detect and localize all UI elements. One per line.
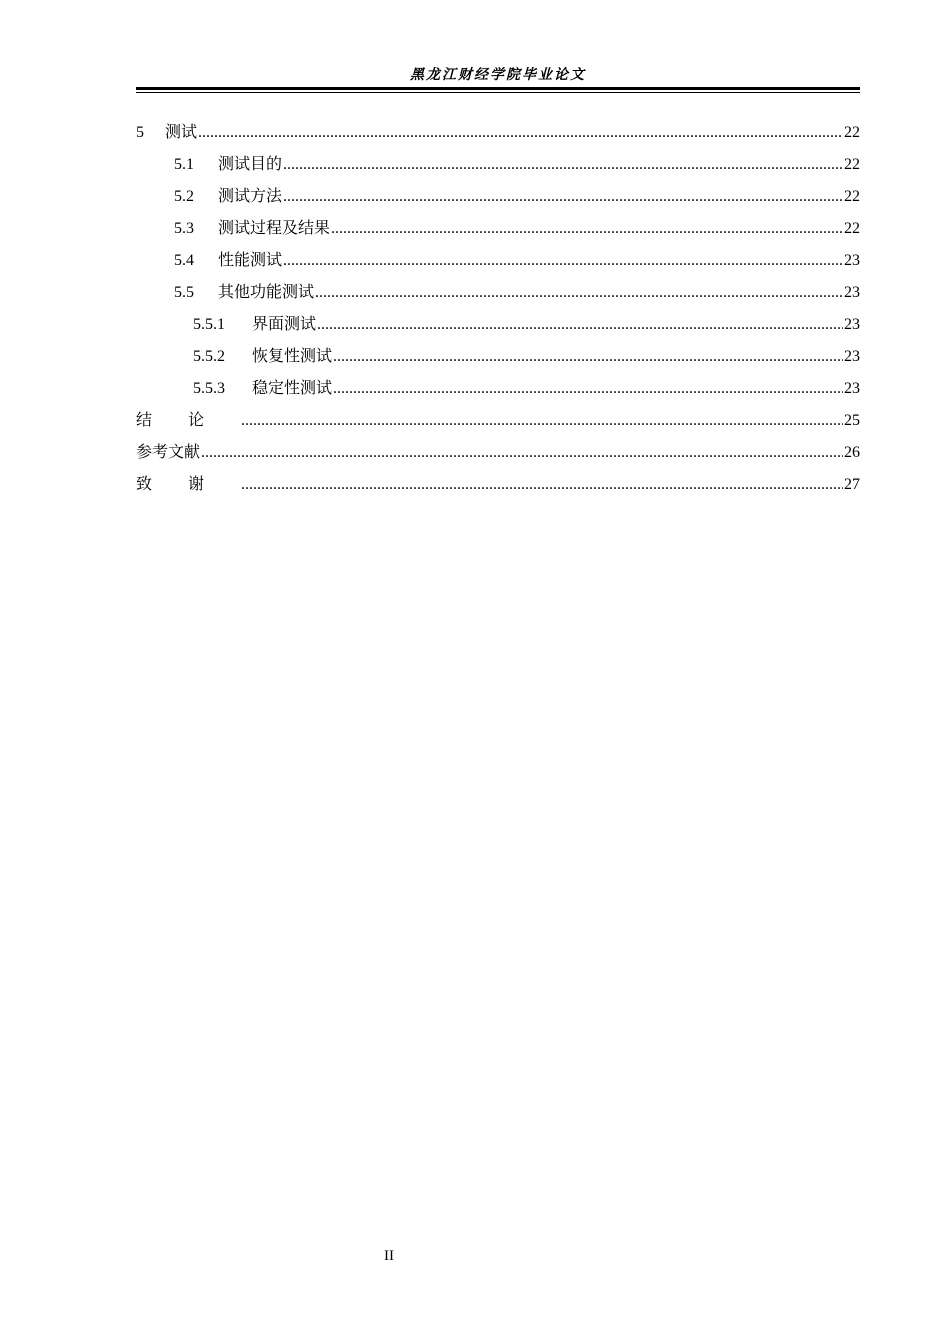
- toc-entry-number: 5.5.2: [193, 348, 225, 365]
- toc-entry-title: 测试方法: [218, 186, 283, 205]
- toc-entry-page: 23: [844, 380, 860, 397]
- toc-entry-5-5-3[interactable]: [136, 372, 860, 404]
- toc-entry-references[interactable]: [136, 436, 860, 468]
- toc-dot-leader: [283, 181, 843, 213]
- toc-dot-leader: [198, 117, 843, 149]
- toc-entry-title: 界面测试: [252, 314, 317, 333]
- toc-entry-title: 致谢: [136, 474, 241, 493]
- toc-entry-5-4[interactable]: [136, 244, 860, 276]
- page-header-title: 黑龙江财经学院毕业论文: [410, 67, 586, 83]
- toc-entry-page: 25: [844, 412, 860, 429]
- toc-entry-page: 22: [844, 124, 860, 141]
- toc-entry-title: 测试过程及结果: [218, 218, 331, 237]
- toc-entry-acknowledgements[interactable]: [136, 468, 860, 500]
- toc-entry-title: 恢复性测试: [252, 346, 333, 365]
- toc-entry-5-1[interactable]: [136, 148, 860, 180]
- toc-entry-number: 5.3: [174, 220, 194, 237]
- toc-entry-page: 22: [844, 220, 860, 237]
- toc-entry-5-5-2[interactable]: [136, 340, 860, 372]
- toc-entry-title: 测试: [165, 122, 198, 141]
- toc-entry-title: 参考文献: [136, 442, 201, 461]
- toc-dot-leader: [241, 469, 843, 501]
- toc-entry-page: 22: [844, 188, 860, 205]
- toc-entry-title: 性能测试: [218, 250, 283, 269]
- toc-entry-conclusion[interactable]: [136, 404, 860, 436]
- toc-entry-5-3[interactable]: [136, 212, 860, 244]
- toc-entry-title: 其他功能测试: [218, 282, 315, 301]
- toc-entry-5-5-1[interactable]: [136, 308, 860, 340]
- toc-entry-5-5[interactable]: [136, 276, 860, 308]
- toc-entry-number: 5.5.3: [193, 380, 225, 397]
- toc-entry-page: 23: [844, 348, 860, 365]
- toc-dot-leader: [201, 437, 843, 469]
- page-number: II: [384, 1248, 394, 1264]
- table-of-contents: [136, 116, 860, 500]
- toc-entry-number: 5.5.1: [193, 316, 225, 333]
- toc-entry-number: 5.5: [174, 284, 194, 301]
- toc-dot-leader: [331, 213, 843, 245]
- toc-entry-title: 结论: [136, 410, 241, 429]
- toc-entry-page: 22: [844, 156, 860, 173]
- toc-entry-page: 27: [844, 476, 860, 493]
- toc-dot-leader: [333, 341, 843, 373]
- toc-entry-page: 23: [844, 316, 860, 333]
- toc-entry-5[interactable]: [136, 116, 860, 148]
- toc-dot-leader: [283, 245, 843, 277]
- header-rule-thick: [136, 87, 860, 90]
- toc-dot-leader: [317, 309, 843, 341]
- toc-entry-number: 5.4: [174, 252, 194, 269]
- toc-entry-title: 稳定性测试: [252, 378, 333, 397]
- header-rule-thin: [136, 92, 860, 93]
- toc-entry-5-2[interactable]: [136, 180, 860, 212]
- toc-entry-page: 23: [844, 284, 860, 301]
- toc-dot-leader: [241, 405, 843, 437]
- toc-entry-title: 测试目的: [218, 154, 283, 173]
- toc-dot-leader: [315, 277, 843, 309]
- toc-entry-number: 5.2: [174, 188, 194, 205]
- toc-entry-number: 5: [136, 124, 144, 141]
- toc-dot-leader: [333, 373, 843, 405]
- toc-entry-page: 26: [844, 444, 860, 461]
- toc-dot-leader: [283, 149, 843, 181]
- toc-entry-number: 5.1: [174, 156, 194, 173]
- toc-entry-page: 23: [844, 252, 860, 269]
